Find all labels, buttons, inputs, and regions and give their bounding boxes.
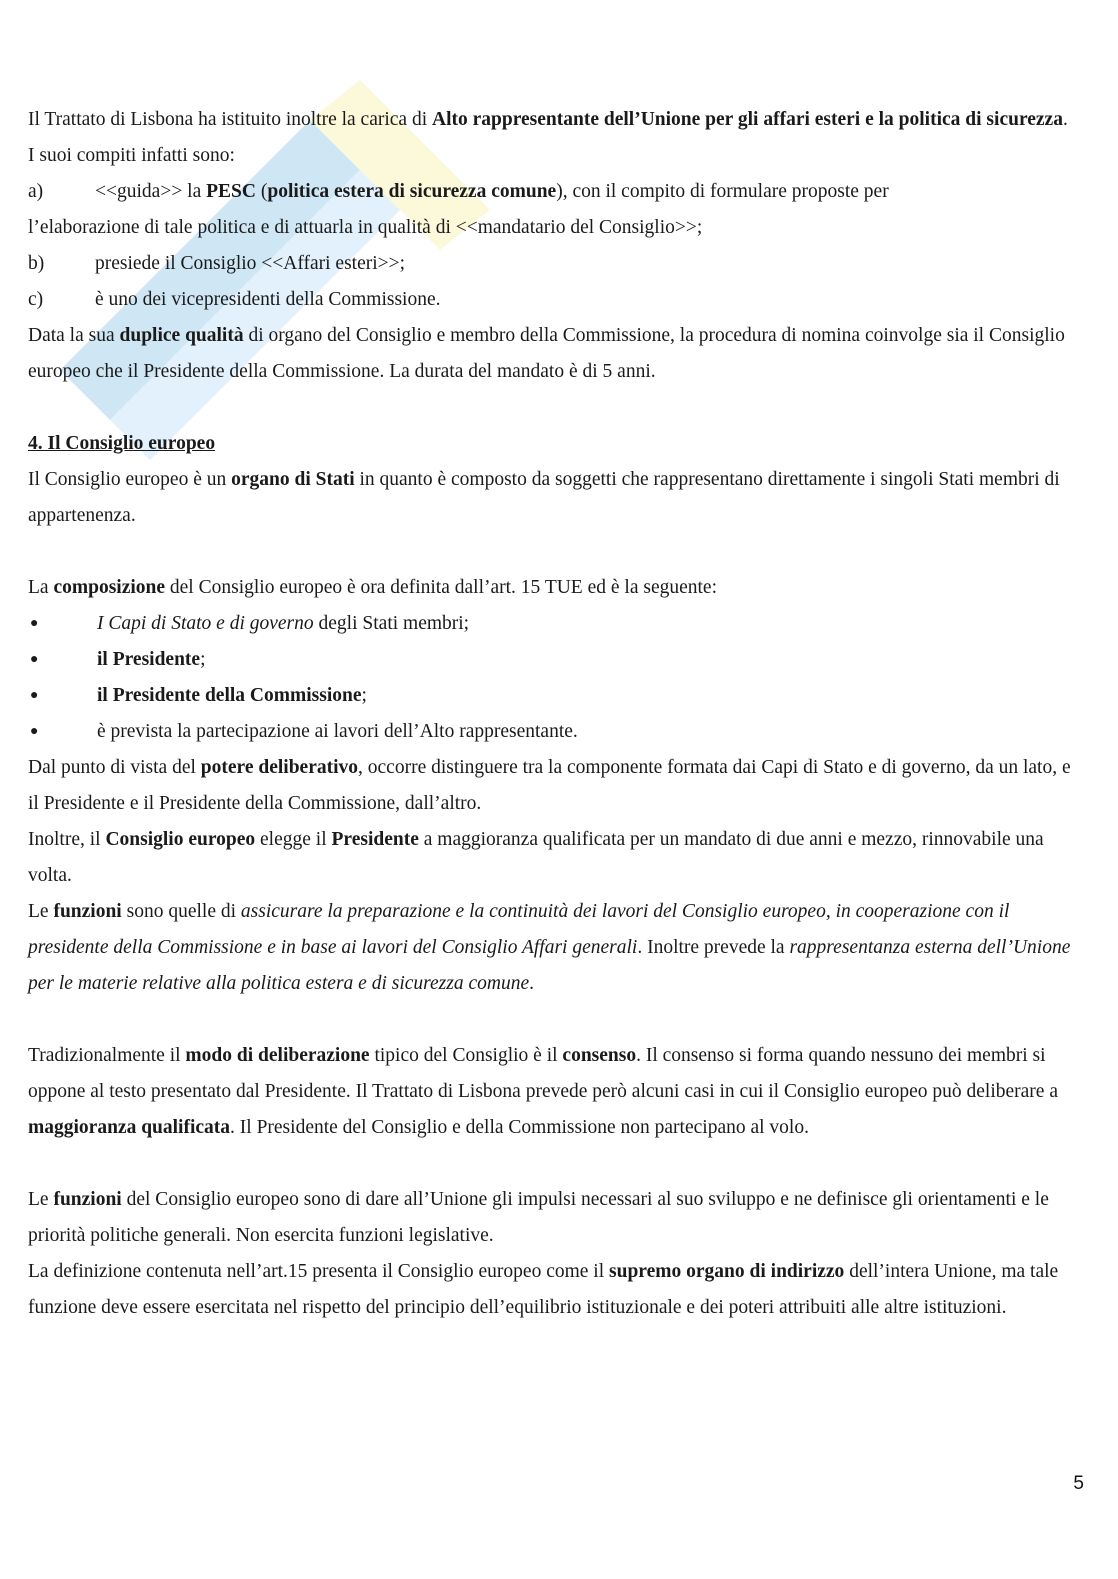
text-run: . Inoltre prevede la — [637, 937, 790, 958]
spacer — [28, 390, 1078, 426]
bold-text: organo di Stati — [231, 469, 355, 490]
paragraph — [28, 570, 1078, 606]
spacer — [28, 534, 1078, 570]
text-run: sono quelle di — [121, 901, 241, 922]
paragraph — [28, 102, 1078, 174]
text-run: l’elaborazione di tale politica e di attuarla in qualità di <<mandatario del Consiglio>>; — [28, 217, 703, 238]
text-run: ), con il compito di formulare proposte per — [556, 181, 889, 202]
bold-text: potere deliberativo — [200, 757, 359, 778]
italic-text: rappresentanza esterna dell’Unione per le materie relative alla politica estera e di sicurezza comune — [28, 937, 1071, 994]
text-run: La definizione contenuta nell’art.15 presenta il Consiglio europeo come il — [28, 1261, 610, 1282]
text-run: in quanto è composto da soggetti che rappresentano direttamente i singoli Stati membri di appartenenza. — [28, 469, 1060, 526]
text-run: ( — [256, 181, 268, 202]
page-number: 5 — [1073, 1473, 1084, 1494]
list-item-text — [97, 714, 578, 750]
paragraph — [28, 750, 1078, 822]
text-run: di organo del Consiglio e membro della Commissione, la procedura di nomina coinvolge sia il Consiglio europeo che il Presidente della Commissione. La durata del mandato è di 5 anni. — [28, 325, 1065, 382]
bullet-icon: ● — [30, 724, 39, 739]
bold-text: Consiglio europeo — [105, 829, 256, 850]
list-marker: b) — [28, 253, 45, 274]
bold-text: Alto rappresentante dell’Unione per gli affari esteri e la politica di sicurezza — [432, 109, 1063, 130]
text-run: Dal punto di vista del — [28, 757, 201, 778]
bullet-list-item — [28, 642, 1078, 678]
text-run: Tradizionalmente il — [28, 1045, 186, 1066]
bold-text: modo di deliberazione — [185, 1045, 370, 1066]
text-run: ; — [200, 649, 206, 670]
list-item-text — [97, 678, 367, 714]
bold-text: consenso — [562, 1045, 637, 1066]
text-run: La — [28, 577, 54, 598]
text-run: Il Consiglio europeo è un — [28, 469, 232, 490]
italic-text: I Capi di Stato e di governo — [97, 613, 314, 634]
list-item-text — [97, 606, 469, 642]
lettered-list-item — [28, 282, 1078, 318]
bullet-icon: ● — [30, 688, 39, 703]
bold-text: Presidente — [331, 829, 419, 850]
text-run: è prevista la partecipazione ai lavori dell’Alto rappresentante. — [97, 721, 578, 742]
bullet-icon: ● — [30, 616, 39, 631]
text-run: presiede il Consiglio <<Affari esteri>>; — [95, 253, 406, 274]
text-run: Inoltre, il — [28, 829, 106, 850]
bold-text: il Presidente — [97, 649, 201, 670]
text-run: . Il consenso si forma quando nessuno dei membri si oppone al testo presentato dal Presidente. Il Trattato di Lisbona prevede però alcuni casi in cui il Consiglio europeo può deliberare a — [28, 1045, 1058, 1102]
italic-text: assicurare la preparazione e la continuità dei lavori del Consiglio europeo, in cooperazione con il presidente della Commissione e in base ai lavori del Consiglio Affari generali — [28, 901, 1010, 958]
bullet-list-item — [28, 678, 1078, 714]
bold-text: maggioranza qualificata — [28, 1117, 231, 1138]
text-run: ; — [361, 685, 367, 706]
lettered-list-item — [28, 174, 1078, 210]
text-run: , occorre distinguere tra la componente formata dai Capi di Stato e di governo, da un lato, e il Presidente e il Presidente della Commissione, dall’altro. — [28, 757, 1071, 814]
list-marker: c) — [28, 289, 44, 310]
bold-text: duplice qualità — [119, 325, 244, 346]
text-run: elegge il — [255, 829, 332, 850]
paragraph — [28, 318, 1078, 390]
paragraph — [28, 1038, 1078, 1146]
list-item-text — [95, 246, 405, 282]
bullet-list-item — [28, 606, 1078, 642]
text-run: . I suoi compiti infatti sono: — [28, 109, 1068, 166]
text-run: . Il Presidente del Consiglio e della Commissione non partecipano al volo. — [230, 1117, 809, 1138]
bold-text: supremo organo di indirizzo — [609, 1261, 845, 1282]
text-run: tipico del Consiglio è il — [369, 1045, 563, 1066]
spacer — [28, 1002, 1078, 1038]
text-run: dell’intera Unione, ma tale funzione deve essere esercitata nel rispetto del principio dell’equilibrio istituzionale e dei poteri attribuiti alle altre istituzioni. — [28, 1261, 1059, 1318]
lettered-list-item — [28, 246, 1078, 282]
bold-text: PESC — [206, 181, 256, 202]
section-heading: 4. Il Consiglio europeo — [28, 433, 216, 454]
paragraph — [28, 1254, 1078, 1326]
list-marker: a) — [28, 181, 44, 202]
bold-text: funzioni — [53, 901, 122, 922]
paragraph — [28, 822, 1078, 894]
list-item-text — [95, 282, 441, 318]
text-run: . — [529, 973, 534, 994]
bold-text: il Presidente della Commissione — [97, 685, 362, 706]
bullet-list-item — [28, 714, 1078, 750]
bullet-icon: ● — [30, 652, 39, 667]
bold-text: composizione — [53, 577, 166, 598]
text-run: Le — [28, 1189, 54, 1210]
paragraph — [28, 1182, 1078, 1254]
text-run: del Consiglio europeo sono di dare all’Unione gli impulsi necessari al suo sviluppo e ne definisce gli orientamenti e le priorità politiche generali. Non esercita funzioni legislative. — [28, 1189, 1049, 1246]
paragraph — [28, 210, 1078, 246]
text-run: <<guida>> la — [95, 181, 207, 202]
bold-text: politica estera di sicurezza comune — [267, 181, 557, 202]
text-run: è uno dei vicepresidenti della Commissione. — [95, 289, 441, 310]
list-item-text — [97, 642, 206, 678]
text-run: degli Stati membri; — [313, 613, 470, 634]
text-run: Data la sua — [28, 325, 120, 346]
spacer — [28, 1146, 1078, 1182]
text-run: Le — [28, 901, 54, 922]
text-run: a maggioranza qualificata per un mandato di due anni e mezzo, rinnovabile una volta. — [28, 829, 1044, 886]
text-run: Il Trattato di Lisbona ha istituito inoltre la carica di — [28, 109, 433, 130]
paragraph — [28, 462, 1078, 534]
bold-text: funzioni — [53, 1189, 122, 1210]
paragraph — [28, 894, 1078, 1002]
list-item-text — [95, 174, 889, 210]
text-run: del Consiglio europeo è ora definita dall’art. 15 TUE ed è la seguente: — [165, 577, 717, 598]
document-page — [28, 102, 1078, 1326]
